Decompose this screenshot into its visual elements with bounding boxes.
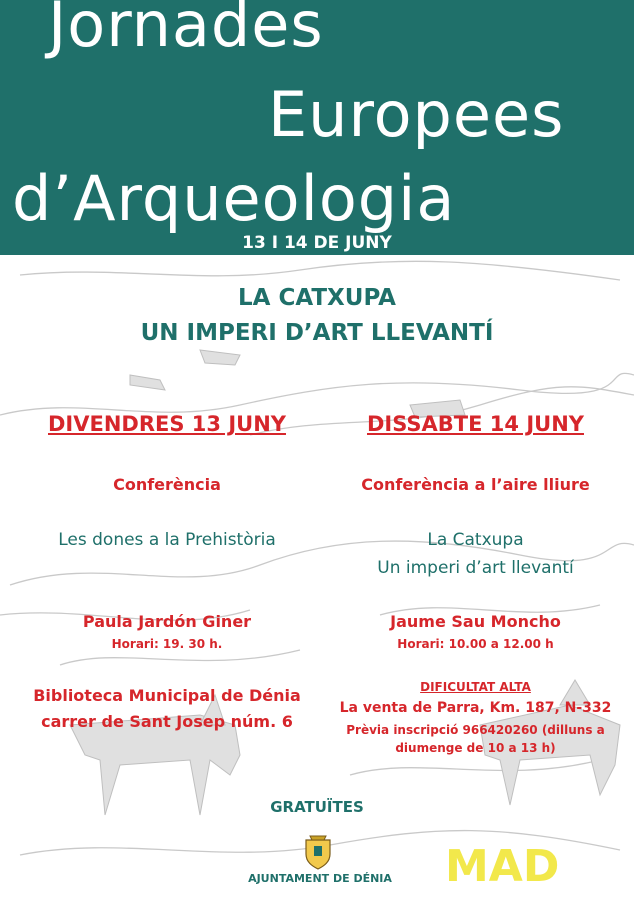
friday-speaker: Paula Jardón Giner [82,612,252,631]
saturday-topic-line2: Un imperi d’art llevantí [377,558,574,578]
saturday-speaker: Jaume Sau Moncho [390,612,561,631]
difficulty-badge: DIFICULTAT ALTA [420,680,531,694]
council-name: AJUNTAMENT DE DÉNIA [248,872,392,885]
saturday-type: Conferència a l’aire lliure [361,475,590,494]
saturday-venue: La venta de Parra, Km. 187, N-332 [339,700,612,716]
friday-venue-line1: Biblioteca Municipal de Dénia [33,686,301,705]
title-line-2: Europees [268,78,565,151]
saturday-time: Horari: 10.00 a 12.00 h [397,637,554,651]
saturday-topic-line1: La Catxupa [427,530,524,550]
friday-type: Conferència [113,475,221,494]
exhibition-title: LA CATXUPA [237,285,396,311]
event-dates: 13 I 14 DE JUNY [242,233,392,253]
free-admission-label: GRATUÏTES [270,798,364,816]
registration-line2: diumenge de 10 a 13 h) [395,741,556,755]
registration-line1: Prèvia inscripció 966420260 (dilluns a [346,723,605,737]
exhibition-subtitle: UN IMPERI D’ART LLEVANTÍ [140,320,494,346]
friday-heading: DIVENDRES 13 JUNY [48,412,286,436]
mad-logo-text: MAD [445,843,560,885]
mad-logo [445,843,585,885]
title-line-3: d’Arqueologia [12,162,456,235]
saturday-heading: DISSABTE 14 JUNY [367,412,584,436]
friday-topic: Les dones a la Prehistòria [58,530,276,550]
header-banner [0,0,634,255]
friday-time: Horari: 19. 30 h. [111,637,223,651]
council-crest-logo [300,832,336,870]
title-line-1: Jornades [48,0,324,61]
friday-venue-line2: carrer de Sant Josep núm. 6 [41,712,293,731]
